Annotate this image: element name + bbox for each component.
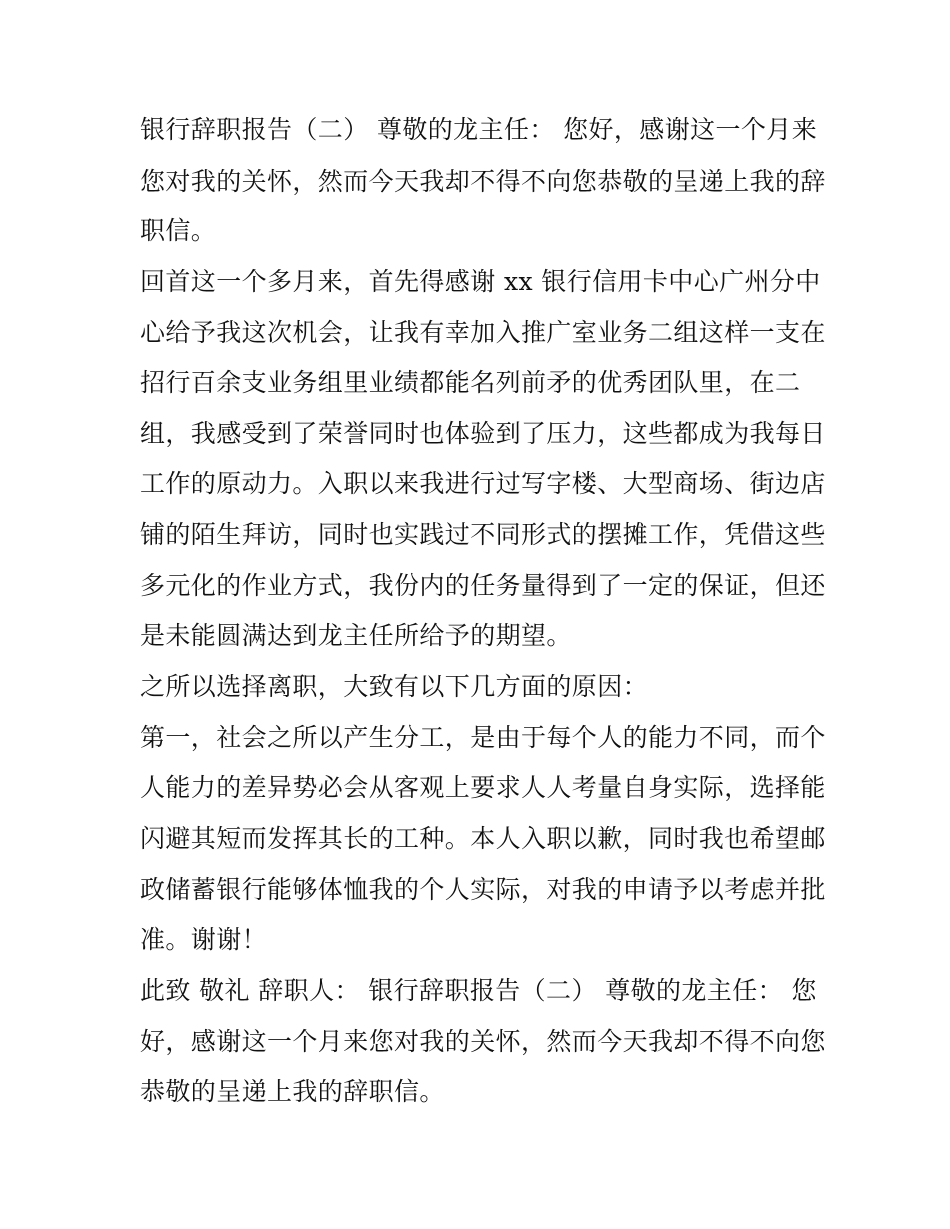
text-line: 政储蓄银行能够体恤我的个人实际，对我的申请予以考虑并批: [140, 875, 826, 904]
text-line: 闪避其短而发挥其长的工种。本人入职以歉，同时我也希望邮: [140, 824, 826, 853]
text-line: 招行百余支业务组里业绩都能名列前矛的优秀团队里，在二: [140, 368, 801, 397]
text-line: 人能力的差异势必会从客观上要求人人考量自身实际，选择能: [140, 773, 826, 802]
text-line: 铺的陌生拜访，同时也实践过不同形式的摆摊工作，凭借这些: [140, 520, 826, 549]
text-line: 之所以选择离职，大致有以下几方面的原因：: [140, 672, 649, 701]
text-line: 职信。: [140, 216, 217, 245]
text-line: 银行辞职报告（二） 尊敬的龙主任： 您好，感谢这一个月来: [140, 115, 818, 144]
text-line: 此致 敬礼 辞职人： 银行辞职报告（二） 尊敬的龙主任： 您: [140, 976, 817, 1005]
text-line: 第一，社会之所以产生分工，是由于每个人的能力不同，而个: [140, 723, 826, 752]
text-line: 恭敬的呈递上我的辞职信。: [140, 1077, 445, 1106]
text-line: 好，感谢这一个月来您对我的关怀，然而今天我却不得不向您: [140, 1027, 826, 1056]
text-line: 回首这一个多月来，首先得感谢 xx 银行信用卡中心广州分中: [140, 267, 821, 296]
text-line: 是未能圆满达到龙主任所给予的期望。: [140, 621, 572, 650]
text-line: 心给予我这次机会，让我有幸加入推广室业务二组这样一支在: [140, 318, 826, 347]
text-line: 准。谢谢！: [140, 925, 268, 954]
text-line: 工作的原动力。入职以来我进行过写字楼、大型商场、街边店: [140, 469, 826, 498]
text-line: 组，我感受到了荣誉同时也体验到了压力，这些都成为我每日: [140, 419, 826, 448]
text-line: 您对我的关怀，然而今天我却不得不向您恭敬的呈递上我的辞: [140, 167, 826, 196]
text-line: 多元化的作业方式，我份内的任务量得到了一定的保证，但还: [140, 571, 826, 600]
